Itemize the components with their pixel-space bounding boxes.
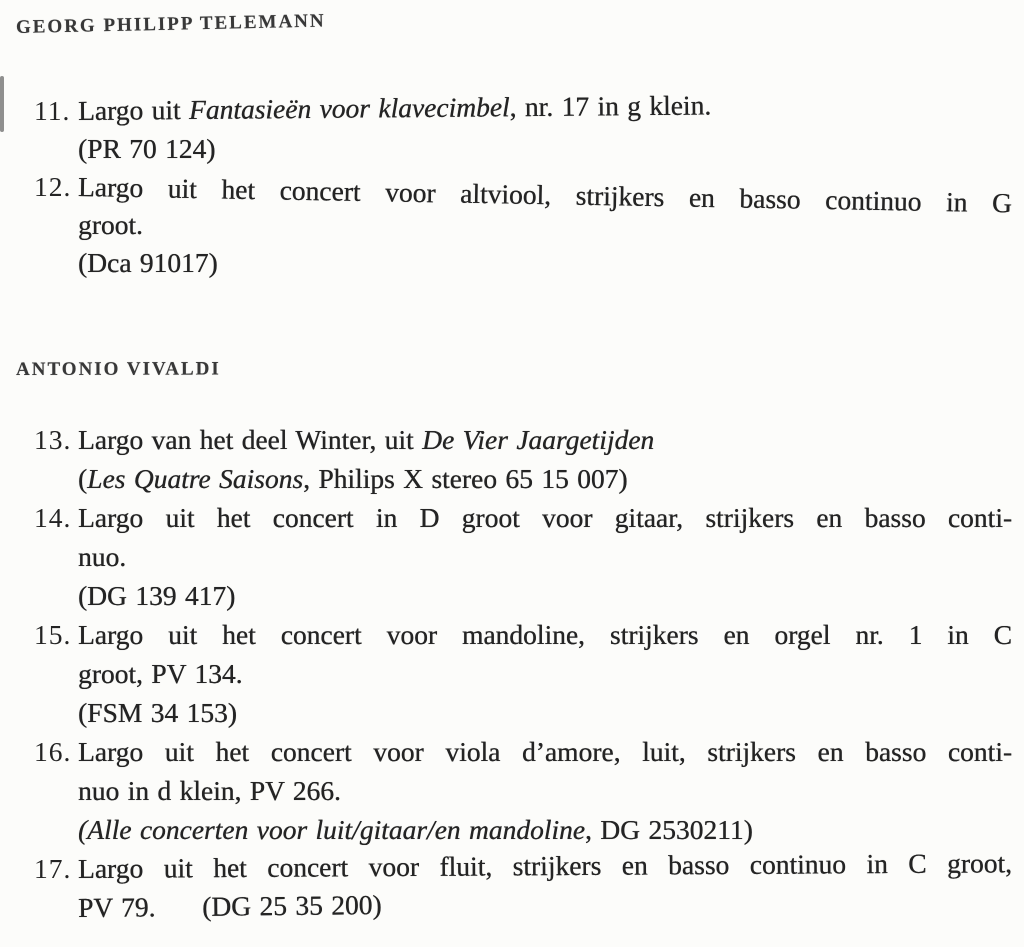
item-line [78,244,1012,282]
item-lines [78,615,1024,732]
text-run: Largo uit het concert in D groot voor gitaar, strijkers en basso conti- [78,502,1012,533]
text-run: (DG 139 417) [78,580,236,611]
item-line [78,615,1012,654]
list-item [0,498,1024,615]
list-item [0,89,1024,168]
italic-text-run: De Vier Jaargetijden [422,424,655,455]
text-run: Largo uit het concert voor viola d’amore, luit, strijkers en basso conti- [78,736,1012,767]
list-item [0,849,1024,927]
item-number: 17. [34,853,72,884]
item-line [78,693,1012,732]
text-run: nuo. [78,541,127,572]
text-run: (Dca 91017) [78,247,218,278]
item-line [78,498,1012,537]
list-item [0,168,1024,282]
item-line [78,84,1012,130]
italic-text-run: Fantasieën voor klavecimbel [188,91,510,126]
list-item [0,732,1024,849]
text-run: Largo uit het concert voor mandoline, strijkers en orgel nr. 1 in C [78,619,1012,650]
text-run: Largo van het deel Winter, uit [78,424,423,455]
italic-text-run: Les Quatre Saisons [87,463,304,494]
composer-heading: ANTONIO VIVALDI [15,358,221,380]
item-line [78,654,1012,693]
item-number: 13. [34,424,72,455]
item-lines [78,498,1024,615]
text-run: , nr. 17 in g klein. [509,89,712,123]
list-item [0,615,1024,732]
item-lines [78,849,1024,927]
item-line [78,879,1012,927]
item-lines [78,168,1024,282]
text-run: groot, PV 134. [78,658,243,689]
text-run: groot. [78,209,143,240]
item-lines [77,89,1024,168]
item-line [78,459,1012,498]
record-list [0,10,1024,927]
item-line [78,537,1012,576]
text-run: nuo in d klein, PV 266. [78,775,341,806]
text-run: Largo uit het concert voor altviool, strijkers en basso continuo in G [77,171,1013,219]
item-line [78,420,1012,459]
item-number: 11. [34,95,71,126]
text-run: (DG 25 35 200) [202,889,382,922]
composer-heading: GEORG PHILIPP TELEMANN [15,10,326,38]
item-number: 16. [34,736,72,767]
composer-section [0,10,1024,282]
italic-text-run: (Alle concerten voor luit/gitaar/en mandoline [78,814,586,845]
item-line [78,732,1012,771]
item-line [78,810,1012,849]
item-line [78,130,1012,168]
text-run: , DG 2530211) [585,814,753,845]
text-run: (FSM 34 153) [78,697,237,728]
item-number: 14. [34,502,72,533]
item-number: 15. [34,619,72,650]
item-lines [78,732,1024,849]
item-number: 12. [34,171,72,202]
composer-section [0,358,1024,927]
text-run: (PR 70 124) [78,133,216,164]
list-item [0,420,1024,498]
item-line [78,771,1012,810]
text-run: , Philips X stereo 65 15 007) [303,463,628,494]
text-run: Largo uit [77,94,190,126]
text-run: PV 79. [77,891,156,923]
text-run: Largo uit het concert voor fluit, strijkers en basso continuo in C groot, [77,847,1013,884]
item-line [78,576,1012,615]
item-lines [78,420,1024,498]
text-run: ( [78,463,88,494]
